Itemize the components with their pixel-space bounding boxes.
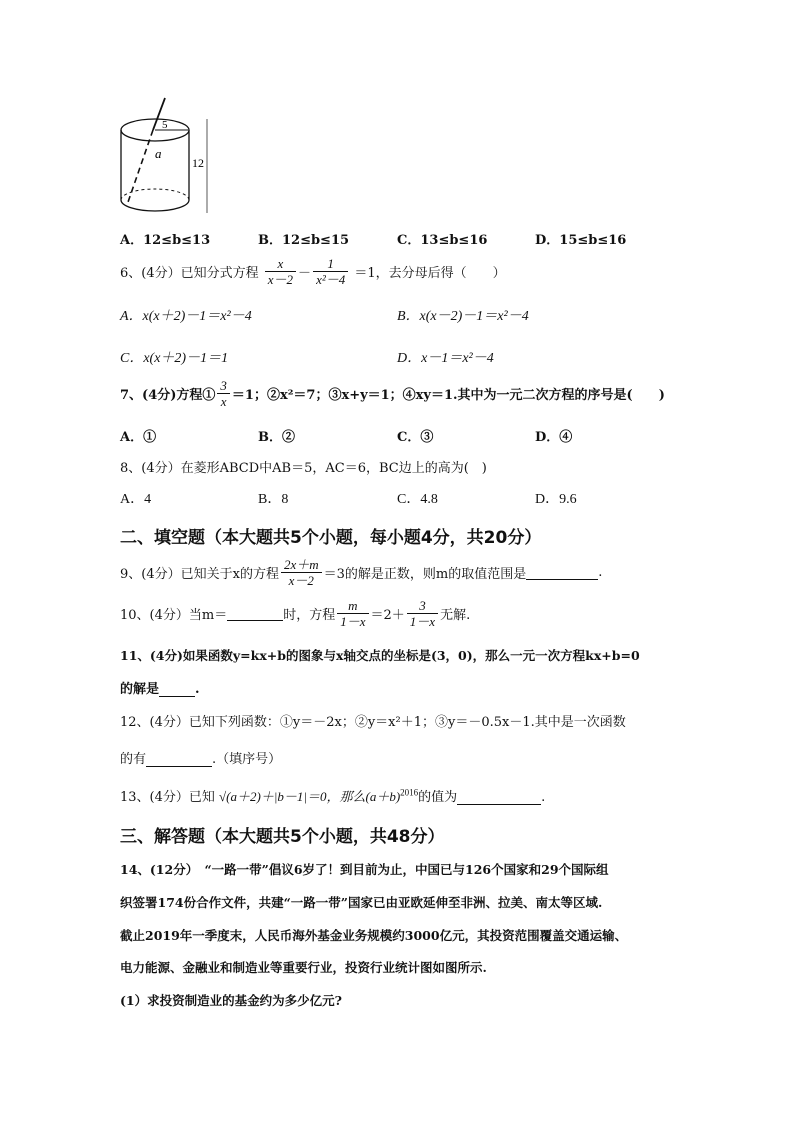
q7-option-b: B．② xyxy=(258,430,295,445)
q5-option-b: B．12≤b≤15 xyxy=(258,233,350,248)
q9-stem xyxy=(120,557,602,588)
q11-line-1: 11、(4分)如果函数y=kx+b的图象与x轴交点的坐标是(3，0)，那么一元一次方程kx+b=0 xyxy=(120,648,640,663)
q13-stem xyxy=(120,786,545,805)
q9-fraction xyxy=(281,557,322,588)
q7-option-d: D．④ xyxy=(535,430,573,445)
q10-f1-num: m xyxy=(337,598,368,614)
q6-f1-num: x xyxy=(265,256,296,272)
q11-line2-end: . xyxy=(195,682,200,697)
q7-option-a: A．① xyxy=(120,430,157,445)
q7-f-num: 3 xyxy=(217,378,230,394)
q12-line-1: 12、(4分）已知下列函数：①y＝－2x；②y＝x²＋1；③y＝－0.5x－1.其中是一次函数 xyxy=(120,715,626,730)
q8-stem: 8、(4分）在菱形ABCD中AB＝5，AC＝6，BC边上的高为( ) xyxy=(120,461,487,476)
q7-fraction xyxy=(217,378,230,409)
q5-option-a: A．12≤b≤13 xyxy=(120,233,211,248)
q12-answer-blank[interactable] xyxy=(146,753,212,767)
q14-line-3: 截止2019年一季度末，人民币海外基金业务规模约3000亿元，其投资范围覆盖交通运输、 xyxy=(120,928,628,943)
q13-prefix: 13、(4分）已知 xyxy=(120,790,215,805)
q8-option-d: D．9.6 xyxy=(535,492,577,507)
q7-stem xyxy=(120,378,665,409)
q6-fraction-2 xyxy=(313,256,348,287)
q13-mid: ，那么(a＋b) xyxy=(326,789,401,804)
q6-fraction-1 xyxy=(265,256,296,287)
q14-line-1: 14、(12分） “一路一带”倡议6岁了！到目前为止，中国已与126个国家和29个国际组 xyxy=(120,862,609,877)
q6-suffix: ＝1，去分母后得（ ） xyxy=(354,266,506,281)
q9-f-den: x－2 xyxy=(288,573,314,588)
q9-prefix: 9、(4分）已知关于x的方程 xyxy=(120,567,279,582)
q6-stem xyxy=(120,256,506,287)
q10-mid: 时，方程 xyxy=(283,608,336,623)
q7-f-den: x xyxy=(220,394,227,409)
q7-prefix: 7、(4分)方程① xyxy=(120,388,216,403)
q13-expression: √(a＋2)＋|b－1|＝0 xyxy=(219,789,327,804)
q14-subquestion-1: (1）求投资制造业的基金约为多少亿元? xyxy=(120,993,342,1008)
q13-suffix: 的值为 xyxy=(418,790,458,805)
q9-f-num: 2x＋m xyxy=(281,557,322,573)
q10-f2-num: 3 xyxy=(407,598,438,614)
q9-suffix: ＝3的解是正数，则m的取值范围是 xyxy=(323,567,527,582)
q9-end: . xyxy=(598,565,603,580)
q6-f2-num: 1 xyxy=(313,256,348,272)
q10-stem xyxy=(120,598,470,629)
q5-option-c: C．13≤b≤16 xyxy=(397,233,488,248)
q10-eq: ＝2＋ xyxy=(370,608,405,623)
q8-option-c: C．4.8 xyxy=(397,492,438,507)
q14-line-4: 电力能源、金融业和制造业等重要行业，投资行业统计图如图所示. xyxy=(120,960,487,975)
figure-label-5: 5 xyxy=(162,119,168,131)
q7-option-c: C．③ xyxy=(397,430,434,445)
q12-line2-end: .（填序号） xyxy=(212,752,282,767)
q10-fraction-1 xyxy=(337,598,368,629)
q6-option-d: D．x－1＝x²－4 xyxy=(397,351,494,366)
q6-f2-den: x²－4 xyxy=(316,272,346,287)
cylinder-figure xyxy=(115,95,220,220)
figure-label-a: a xyxy=(155,146,162,161)
q6-option-b: B．x(x－2)－1＝x²－4 xyxy=(397,309,529,324)
q8-option-a: A．4 xyxy=(120,492,152,507)
q6-f1-den: x－2 xyxy=(267,272,294,287)
q10-f1-den: 1－x xyxy=(340,614,366,629)
figure-label-12: 12 xyxy=(192,156,204,170)
q11-line-2 xyxy=(120,678,200,697)
q6-minus: － xyxy=(298,266,312,281)
q10-answer-blank[interactable] xyxy=(227,607,283,621)
q12-line2-prefix: 的有 xyxy=(120,752,147,767)
q5-option-d: D．15≤b≤16 xyxy=(535,233,627,248)
q10-f2-den: 1－x xyxy=(409,614,436,629)
q9-answer-blank[interactable] xyxy=(526,566,598,580)
q14-line-2: 织签署174份合作文件，共建“一路一带”国家已由亚欧延伸至非洲、拉美、南太等区域. xyxy=(120,895,603,910)
q6-option-c: C．x(x＋2)－1＝1 xyxy=(120,351,229,366)
section-2-title: 二、填空题（本大题共5个小题，每小题4分，共20分） xyxy=(120,528,542,548)
q7-suffix: ＝1；②x²＝7；③x+y＝1；④xy＝1.其中为一元二次方程的序号是( ) xyxy=(231,388,665,403)
q11-answer-blank[interactable] xyxy=(159,683,195,697)
q11-line2-prefix: 的解是 xyxy=(120,682,160,697)
section-3-title: 三、解答题（本大题共5个小题，共48分） xyxy=(120,827,445,847)
q10-prefix: 10、(4分）当m＝ xyxy=(120,608,228,623)
q13-answer-blank[interactable] xyxy=(457,791,541,805)
q13-exponent: 2016 xyxy=(400,787,419,798)
q10-fraction-2 xyxy=(407,598,438,629)
q8-option-b: B．8 xyxy=(258,492,289,507)
q12-line-2 xyxy=(120,748,281,767)
q10-suffix: 无解. xyxy=(440,608,471,623)
q6-prefix: 6、(4分）已知分式方程 xyxy=(120,266,259,281)
q13-end: . xyxy=(541,790,546,805)
q6-option-a: A．x(x＋2)－1＝x²－4 xyxy=(120,309,252,324)
